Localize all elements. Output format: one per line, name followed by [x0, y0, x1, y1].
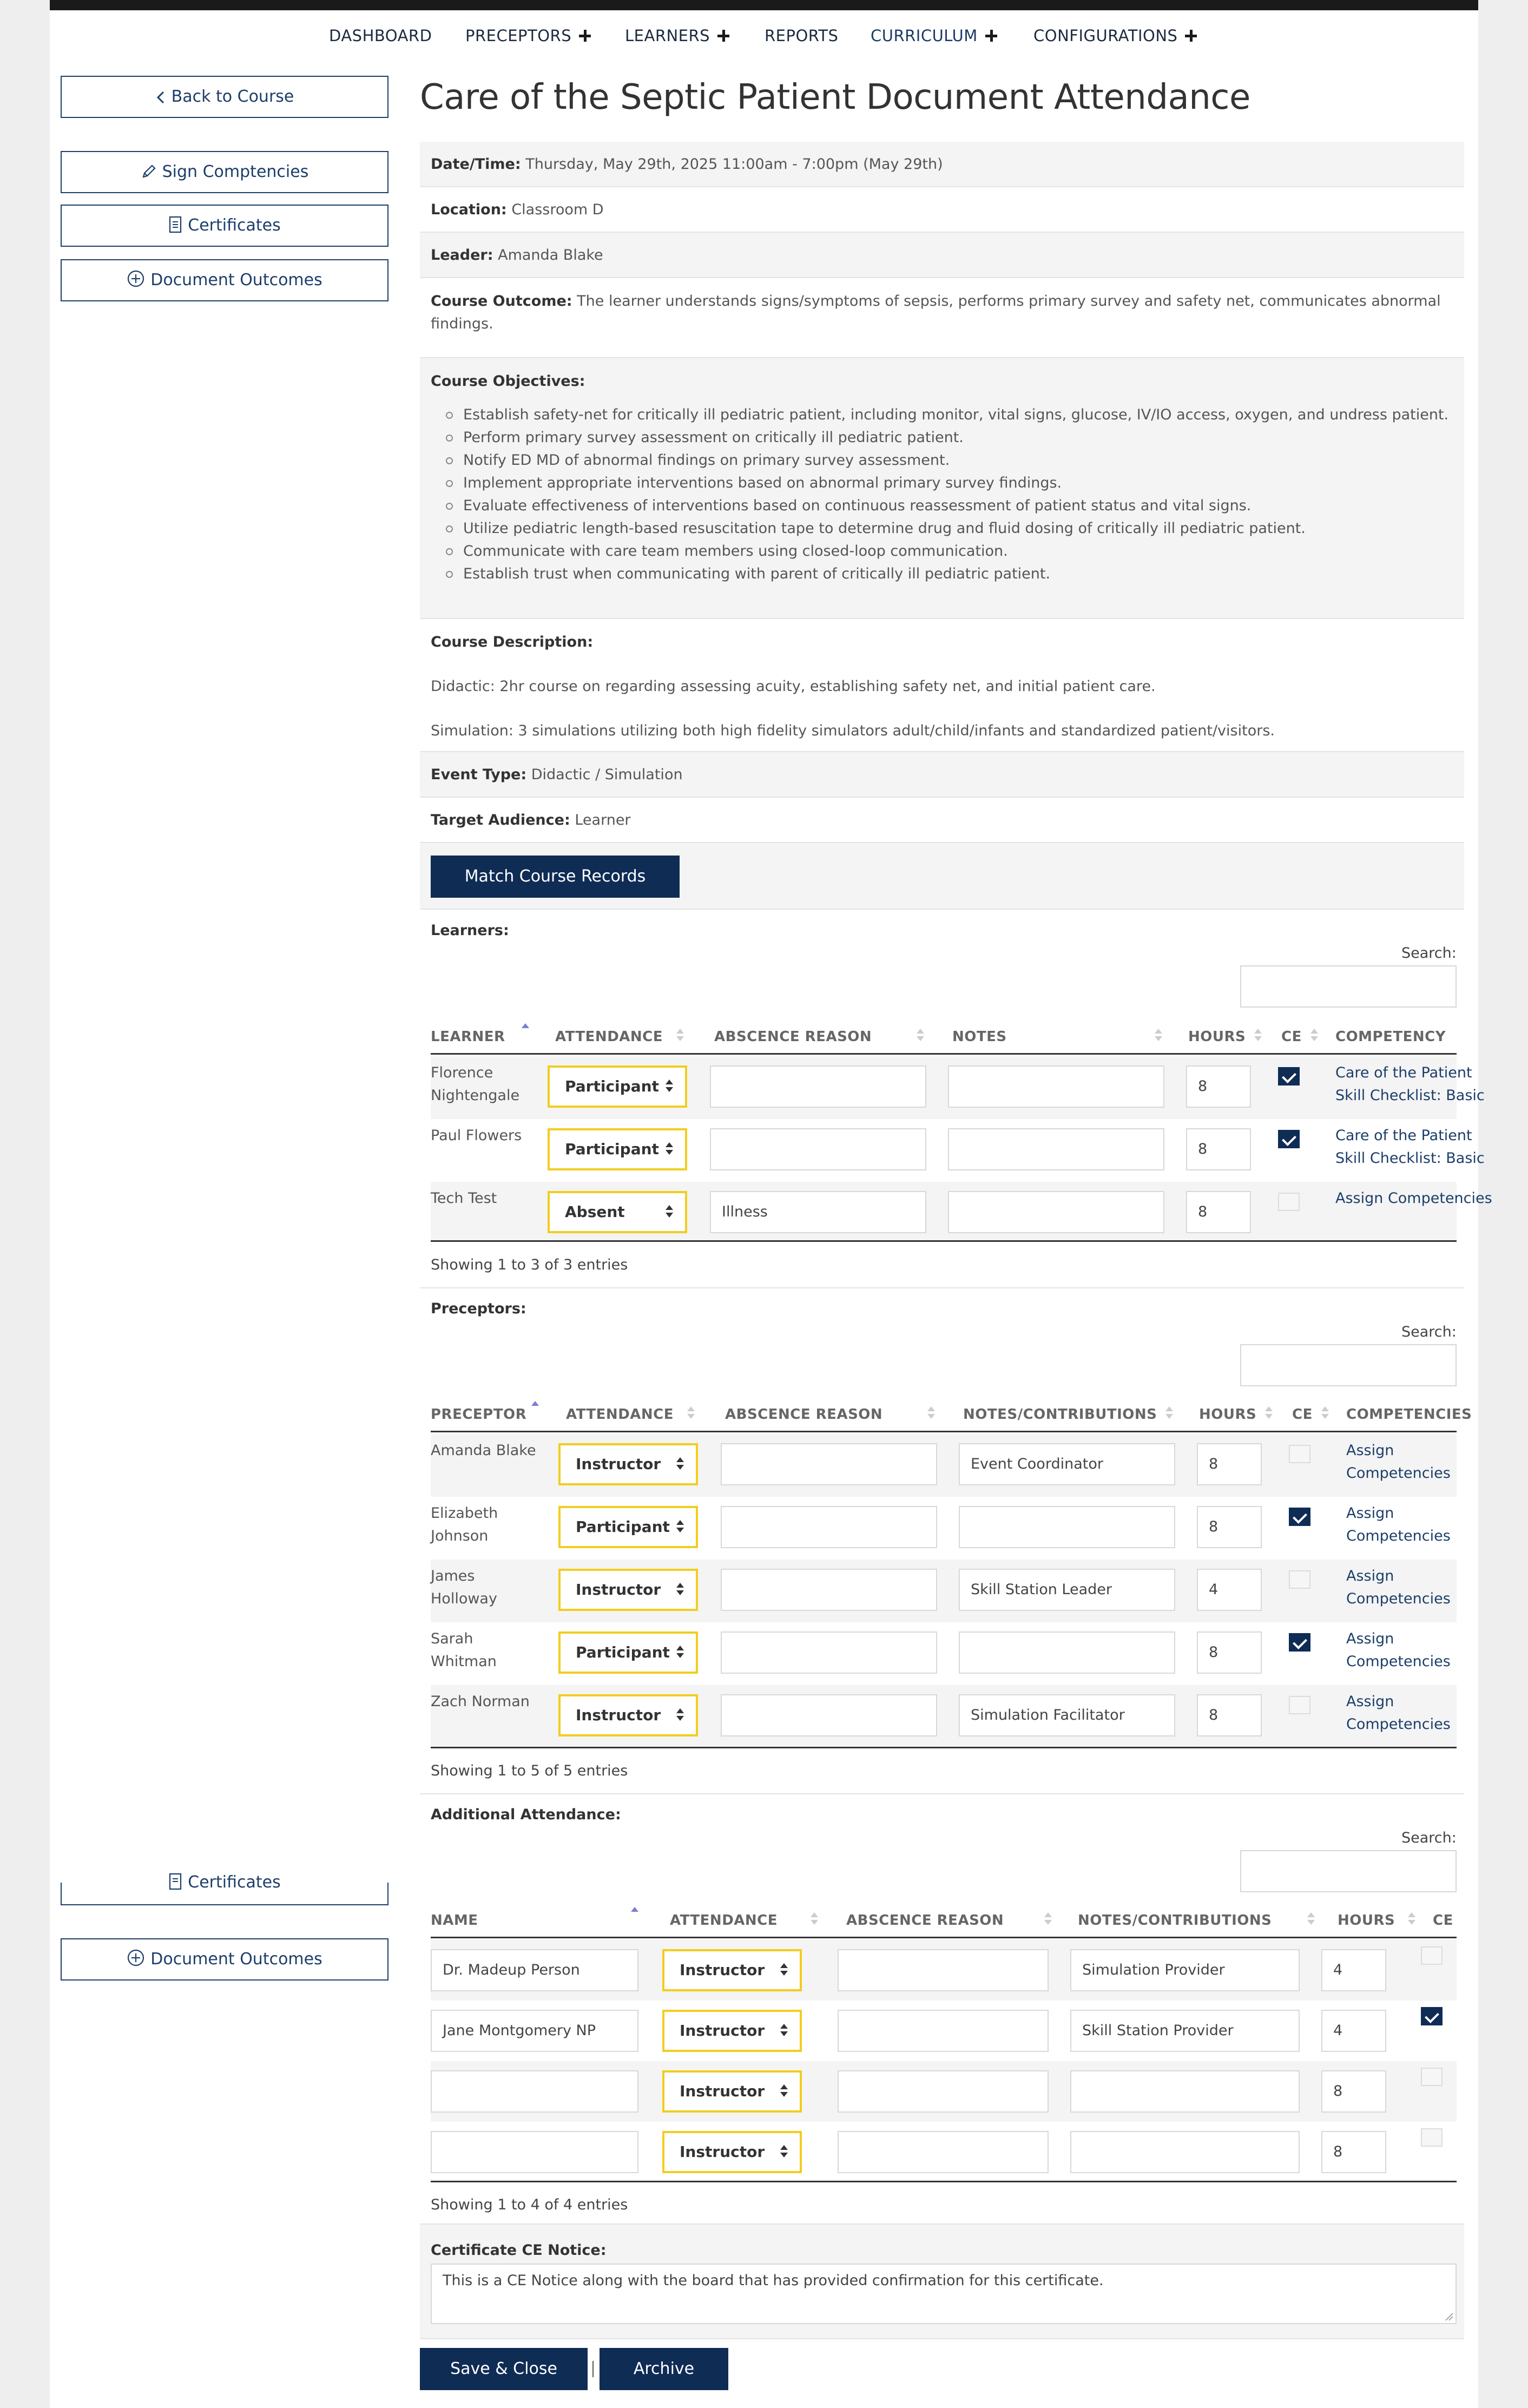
target-audience-row — [420, 798, 1464, 843]
course-outcome-value: The learner understands signs/symptoms of sepsis, performs primary survey and safety net, communicates abnormal findings. — [431, 293, 1441, 332]
preceptors-table-header — [431, 1394, 1472, 1432]
assign-competencies-link[interactable]: Assign — [1346, 1630, 1394, 1647]
name-input[interactable]: Dr. Madeup Person — [431, 1949, 638, 1991]
preceptors-title: Preceptors: — [431, 1300, 526, 1317]
sort-icon — [1165, 1406, 1173, 1419]
back-to-course-label: Back to Course — [171, 87, 294, 106]
course-description-label: Course Description: — [431, 634, 594, 650]
notes-input[interactable]: Skill Station Leader — [959, 1569, 1175, 1611]
objective-item: Establish trust when communicating with parent of critically ill pediatric patient. — [431, 563, 1453, 585]
table-row — [431, 2122, 1457, 2182]
preceptors-search-label: Search: — [1401, 1324, 1457, 1340]
nav-preceptors[interactable] — [465, 27, 591, 45]
absence-reason-input[interactable] — [721, 1506, 937, 1548]
learners-title: Learners: — [431, 922, 509, 939]
hours-input[interactable]: 8 — [1186, 1191, 1251, 1233]
objective-item: Notify ED MD of abnormal findings on primary survey assessment. — [431, 449, 1453, 472]
target-audience-value: Learner — [575, 812, 631, 828]
attendance-select[interactable]: Participant — [548, 1128, 687, 1170]
sort-icon — [1310, 1029, 1318, 1042]
top-nav — [50, 10, 1478, 57]
objective-item: Implement appropriate interventions based on abnormal primary survey findings. — [431, 472, 1453, 495]
plus-circle-icon — [127, 269, 145, 288]
sort-icon — [1307, 1912, 1315, 1925]
hours-input[interactable]: 8 — [1197, 1443, 1262, 1485]
notes-input[interactable] — [948, 1191, 1164, 1233]
col-competencies[interactable]: COMPETENCIES — [1346, 1406, 1472, 1423]
nav-learners-label: LEARNERS — [625, 27, 710, 45]
competency-link[interactable]: Care of the Patient — [1335, 1127, 1472, 1144]
learners-table-header — [431, 1017, 1457, 1055]
preceptors-table-info: Showing 1 to 5 of 5 entries — [431, 1762, 628, 1779]
hours-input[interactable]: 8 — [1197, 1694, 1262, 1736]
ce-checkbox[interactable] — [1289, 1570, 1310, 1589]
table-bottom-border — [431, 2181, 1457, 2182]
absence-reason-input[interactable] — [710, 1065, 926, 1108]
ce-checkbox[interactable] — [1278, 1130, 1300, 1148]
event-type-row — [420, 752, 1464, 798]
absence-reason-input[interactable] — [710, 1128, 926, 1170]
assign-competencies-link[interactable]: Assign — [1346, 1693, 1394, 1710]
event-type-value: Didactic / Simulation — [531, 766, 683, 783]
attendance-select[interactable]: Participant — [558, 1506, 698, 1548]
attendance-select[interactable]: Participant — [548, 1065, 687, 1108]
absence-reason-input[interactable] — [721, 1443, 937, 1485]
absence-reason-input[interactable] — [838, 2010, 1049, 2052]
target-audience-label: Target Audience: — [431, 812, 570, 828]
col-attendance[interactable]: ATTENDANCE — [566, 1406, 674, 1423]
plus-icon — [985, 30, 997, 42]
notes-input[interactable]: Simulation Provider — [1070, 1949, 1300, 1991]
hours-input[interactable]: 8 — [1321, 2070, 1386, 2113]
table-bottom-border — [431, 1240, 1457, 1242]
learners-search-label: Search: — [1401, 945, 1457, 962]
sign-competencies-button[interactable] — [61, 151, 388, 193]
table-row — [431, 1434, 1457, 1497]
col-hours[interactable]: HOURS — [1338, 1912, 1395, 1929]
document-outcomes-button[interactable] — [61, 259, 388, 301]
sticky-certificates-button[interactable] — [61, 1873, 388, 1905]
competency-link[interactable]: Care of the Patient — [1335, 1064, 1472, 1081]
table-row — [431, 1056, 1485, 1119]
hours-input[interactable]: 8 — [1186, 1128, 1251, 1170]
hours-input[interactable]: 8 — [1321, 2131, 1386, 2173]
objective-item: Communicate with care team members using closed-loop communication. — [431, 540, 1453, 563]
sort-icon — [1408, 1912, 1415, 1925]
plus-icon — [579, 30, 591, 42]
save-close-button[interactable]: Save & Close — [420, 2348, 588, 2390]
page — [50, 10, 1492, 2408]
sticky-certificates-label: Certificates — [188, 1873, 281, 1892]
objective-item: Utilize pediatric length-based resuscitation tape to determine drug and fluid dosing of critically ill pediatric patient. — [431, 517, 1453, 540]
objective-item: Establish safety-net for critically ill pediatric patient, including monitor, vital signs, glucose, IV/IO access, oxygen, and undress patient. — [431, 404, 1453, 426]
absence-reason-input[interactable] — [838, 2131, 1049, 2173]
notes-input[interactable] — [959, 1631, 1175, 1674]
col-notes[interactable]: NOTES — [952, 1029, 1007, 1045]
preceptor-name: James Holloway — [431, 1568, 497, 1607]
absence-reason-input[interactable] — [838, 1949, 1049, 1991]
notes-input[interactable]: Skill Station Provider — [1070, 2010, 1300, 2052]
certificates-label: Certificates — [188, 216, 281, 235]
col-competency[interactable]: COMPETENCY — [1335, 1029, 1446, 1045]
page-title: Care of the Septic Patient Document Attendance — [420, 77, 1250, 117]
back-to-course-button[interactable] — [61, 76, 388, 118]
attendance-select[interactable]: Participant — [558, 1631, 698, 1674]
col-ce[interactable]: CE — [1281, 1029, 1302, 1045]
additional-search-input[interactable] — [1240, 1850, 1457, 1892]
sort-icon — [1321, 1406, 1329, 1419]
resize-grip-icon[interactable] — [1445, 2312, 1453, 2321]
leader-value: Amanda Blake — [498, 247, 603, 264]
divider — [420, 1793, 1464, 1794]
course-description-row — [420, 619, 1464, 752]
sort-icon — [1254, 1029, 1262, 1042]
assign-competencies-link[interactable]: Assign — [1346, 1442, 1394, 1459]
location-label: Location: — [431, 201, 507, 218]
course-description-didactic: Didactic: 2hr course on regarding assessing acuity, establishing safety net, and initial patient care. — [431, 678, 1156, 695]
col-absence-reason[interactable]: ABSCENCE REASON — [846, 1912, 1004, 1929]
assign-competencies-link[interactable]: Assign — [1346, 1568, 1394, 1584]
top-bar — [50, 0, 1478, 10]
absence-reason-input[interactable]: Illness — [710, 1191, 926, 1233]
ce-checkbox[interactable] — [1421, 1946, 1443, 1965]
table-row — [431, 2061, 1457, 2122]
assign-competencies-link[interactable]: Competencies — [1346, 1528, 1451, 1544]
name-input[interactable]: Jane Montgomery NP — [431, 2010, 638, 2052]
objective-item: Evaluate effectiveness of interventions based on continuous reassessment of patient status and vital signs. — [431, 495, 1453, 517]
ce-checkbox[interactable] — [1421, 2128, 1443, 2147]
ce-checkbox[interactable] — [1289, 1633, 1310, 1652]
course-objectives-row — [420, 358, 1464, 619]
document-outcomes-label: Document Outcomes — [150, 271, 322, 290]
document-icon — [168, 216, 182, 233]
ce-checkbox[interactable] — [1289, 1508, 1310, 1526]
sort-icon — [1265, 1406, 1273, 1419]
additional-title: Additional Attendance: — [431, 1806, 621, 1823]
objectives-list — [431, 404, 1453, 585]
table-row — [431, 1119, 1485, 1182]
sticky-document-outcomes-label: Document Outcomes — [150, 1950, 322, 1969]
notes-input[interactable] — [948, 1128, 1164, 1170]
hours-input[interactable]: 4 — [1321, 1949, 1386, 1991]
sort-icon — [811, 1912, 818, 1925]
sort-asc-icon — [631, 1907, 638, 1920]
location-value: Classroom D — [511, 201, 604, 218]
learners-table-info: Showing 1 to 3 of 3 entries — [431, 1256, 628, 1273]
document-icon — [168, 1873, 182, 1890]
hours-input[interactable]: 8 — [1197, 1631, 1262, 1674]
hours-input[interactable]: 8 — [1197, 1506, 1262, 1548]
col-absence-reason[interactable]: ABSCENCE REASON — [725, 1406, 883, 1423]
table-row — [431, 2001, 1457, 2061]
learner-name: Paul Flowers — [431, 1127, 522, 1144]
notes-input[interactable] — [959, 1506, 1175, 1548]
nav-dashboard-label: DASHBOARD — [329, 27, 432, 45]
table-row — [431, 1940, 1457, 2001]
nav-learners[interactable] — [625, 27, 729, 45]
col-attendance[interactable]: ATTENDANCE — [670, 1912, 778, 1929]
sort-icon — [927, 1406, 935, 1419]
nav-curriculum-label: CURRICULUM — [871, 27, 978, 45]
nav-reports[interactable] — [765, 27, 838, 45]
learner-name: Florence Nightengale — [431, 1064, 520, 1104]
attendance-select[interactable]: Instructor — [662, 2070, 802, 2113]
plus-circle-icon — [127, 1949, 145, 1967]
notes-input[interactable]: Event Coordinator — [959, 1443, 1175, 1485]
leader-row — [420, 233, 1464, 278]
event-type-label: Event Type: — [431, 766, 527, 783]
absence-reason-input[interactable] — [721, 1631, 937, 1674]
nav-dashboard[interactable] — [329, 27, 432, 45]
attendance-select[interactable]: Instructor — [662, 2131, 802, 2173]
sort-icon — [917, 1029, 924, 1042]
additional-search-label: Search: — [1401, 1830, 1457, 1846]
assign-competencies-link[interactable]: Competencies — [1346, 1716, 1451, 1733]
datetime-label: Date/Time: — [431, 156, 521, 173]
learner-name: Tech Test — [431, 1190, 497, 1207]
datetime-value: Thursday, May 29th, 2025 11:00am - 7:00pm (May 29th) — [525, 156, 943, 173]
preceptor-name: Sarah Whitman — [431, 1630, 497, 1670]
table-row — [431, 1560, 1457, 1622]
assign-competencies-link[interactable]: Assign — [1346, 1505, 1394, 1522]
course-objectives-label: Course Objectives: — [431, 373, 585, 390]
learners-search-input[interactable] — [1240, 965, 1457, 1008]
absence-reason-input[interactable] — [838, 2070, 1049, 2113]
notes-input[interactable] — [948, 1065, 1164, 1108]
hours-input[interactable]: 4 — [1321, 2010, 1386, 2052]
pencil-icon — [141, 163, 157, 180]
preceptor-name: Zach Norman — [431, 1693, 530, 1710]
name-input[interactable] — [431, 2131, 638, 2173]
absence-reason-input[interactable] — [721, 1569, 937, 1611]
certificates-button[interactable] — [61, 205, 388, 247]
attendance-select[interactable]: Instructor — [558, 1569, 698, 1611]
competency-link[interactable]: Skill Checklist: Basic — [1335, 1150, 1485, 1167]
col-hours[interactable]: HOURS — [1199, 1406, 1257, 1423]
assign-competencies-link[interactable]: Competencies — [1346, 1653, 1451, 1670]
attendance-select[interactable]: Instructor — [662, 1949, 802, 1991]
table-row — [431, 1497, 1457, 1560]
col-notes[interactable]: NOTES/CONTRIBUTIONS — [963, 1406, 1157, 1423]
col-ce[interactable]: CE — [1292, 1406, 1313, 1423]
additional-table-info: Showing 1 to 4 of 4 entries — [431, 2196, 628, 2213]
table-bottom-border — [431, 1747, 1457, 1748]
attendance-select[interactable]: Instructor — [662, 2010, 802, 2052]
match-course-records-button[interactable]: Match Course Records — [431, 856, 680, 898]
leader-label: Leader: — [431, 247, 493, 264]
sort-asc-icon — [522, 1023, 529, 1036]
attendance-select[interactable]: Absent — [548, 1191, 687, 1233]
ce-checkbox[interactable] — [1278, 1067, 1300, 1085]
ce-checkbox[interactable] — [1421, 2007, 1443, 2025]
preceptor-name: Elizabeth Johnson — [431, 1505, 498, 1544]
col-notes[interactable]: NOTES/CONTRIBUTIONS — [1078, 1912, 1272, 1929]
ce-notice-text: This is a CE Notice along with the board that has provided confirmation for this certificate. — [443, 2272, 1104, 2289]
divider — [420, 1287, 1464, 1288]
objective-item: Perform primary survey assessment on critically ill pediatric patient. — [431, 426, 1453, 449]
col-name[interactable]: NAME — [431, 1912, 478, 1929]
assign-competencies-link[interactable]: Competencies — [1346, 1590, 1451, 1607]
ce-notice-textarea[interactable] — [431, 2264, 1457, 2324]
table-row — [431, 1182, 1492, 1240]
plus-icon — [717, 30, 729, 42]
competency-link[interactable]: Skill Checklist: Basic — [1335, 1087, 1485, 1104]
table-row — [431, 1685, 1457, 1748]
col-preceptor[interactable]: PRECEPTOR — [431, 1406, 527, 1423]
sort-icon — [1155, 1029, 1162, 1042]
nav-preceptors-label: PRECEPTORS — [465, 27, 572, 45]
preceptor-name: Amanda Blake — [431, 1442, 536, 1459]
course-description-simulation: Simulation: 3 simulations utilizing both high fidelity simulators adult/child/infants and standardized patient/visitors. — [431, 722, 1275, 739]
ce-checkbox[interactable] — [1289, 1445, 1310, 1463]
hours-input[interactable]: 8 — [1186, 1065, 1251, 1108]
table-row — [431, 1622, 1457, 1685]
archive-button[interactable]: Archive — [600, 2348, 728, 2390]
ce-checkbox[interactable] — [1289, 1696, 1310, 1714]
notes-input[interactable]: Simulation Facilitator — [959, 1694, 1175, 1736]
nav-configurations[interactable] — [1033, 27, 1197, 45]
plus-icon — [1185, 30, 1197, 42]
col-absence-reason[interactable]: ABSCENCE REASON — [714, 1029, 872, 1045]
sign-competencies-label: Sign Comptencies — [162, 162, 309, 181]
button-separator — [592, 2361, 594, 2377]
sticky-document-outcomes-button[interactable] — [61, 1938, 388, 1981]
ce-notice-label: Certificate CE Notice: — [431, 2242, 607, 2259]
sort-icon — [1044, 1912, 1052, 1925]
assign-competencies-link[interactable]: Assign Competencies — [1335, 1190, 1492, 1207]
hours-input[interactable]: 4 — [1197, 1569, 1262, 1611]
course-outcome-row — [420, 278, 1464, 358]
assign-competencies-link[interactable]: Competencies — [1346, 1465, 1451, 1482]
ce-checkbox[interactable] — [1421, 2068, 1443, 2086]
attendance-select[interactable]: Instructor — [558, 1694, 698, 1736]
notes-input[interactable] — [1070, 2070, 1300, 2113]
ce-checkbox[interactable] — [1278, 1193, 1300, 1211]
col-ce[interactable]: CE — [1433, 1912, 1453, 1929]
course-outcome-label: Course Outcome: — [431, 293, 572, 310]
location-row — [420, 187, 1464, 233]
nav-reports-label: REPORTS — [765, 27, 839, 45]
name-input[interactable] — [431, 2070, 638, 2113]
sort-icon — [687, 1406, 695, 1419]
notes-input[interactable] — [1070, 2131, 1300, 2173]
chevron-left-icon — [155, 90, 166, 104]
absence-reason-input[interactable] — [721, 1694, 937, 1736]
preceptors-search-input[interactable] — [1240, 1344, 1457, 1386]
datetime-row — [420, 142, 1464, 187]
col-hours[interactable]: HOURS — [1188, 1029, 1246, 1045]
sort-icon — [676, 1029, 684, 1042]
col-learner[interactable]: LEARNER — [431, 1029, 505, 1045]
additional-table-header — [431, 1900, 1457, 1938]
nav-curriculum[interactable] — [871, 27, 997, 45]
attendance-select[interactable]: Instructor — [558, 1443, 698, 1485]
nav-configurations-label: CONFIGURATIONS — [1033, 27, 1178, 45]
col-attendance[interactable]: ATTENDANCE — [555, 1029, 663, 1045]
sort-asc-icon — [531, 1401, 539, 1414]
